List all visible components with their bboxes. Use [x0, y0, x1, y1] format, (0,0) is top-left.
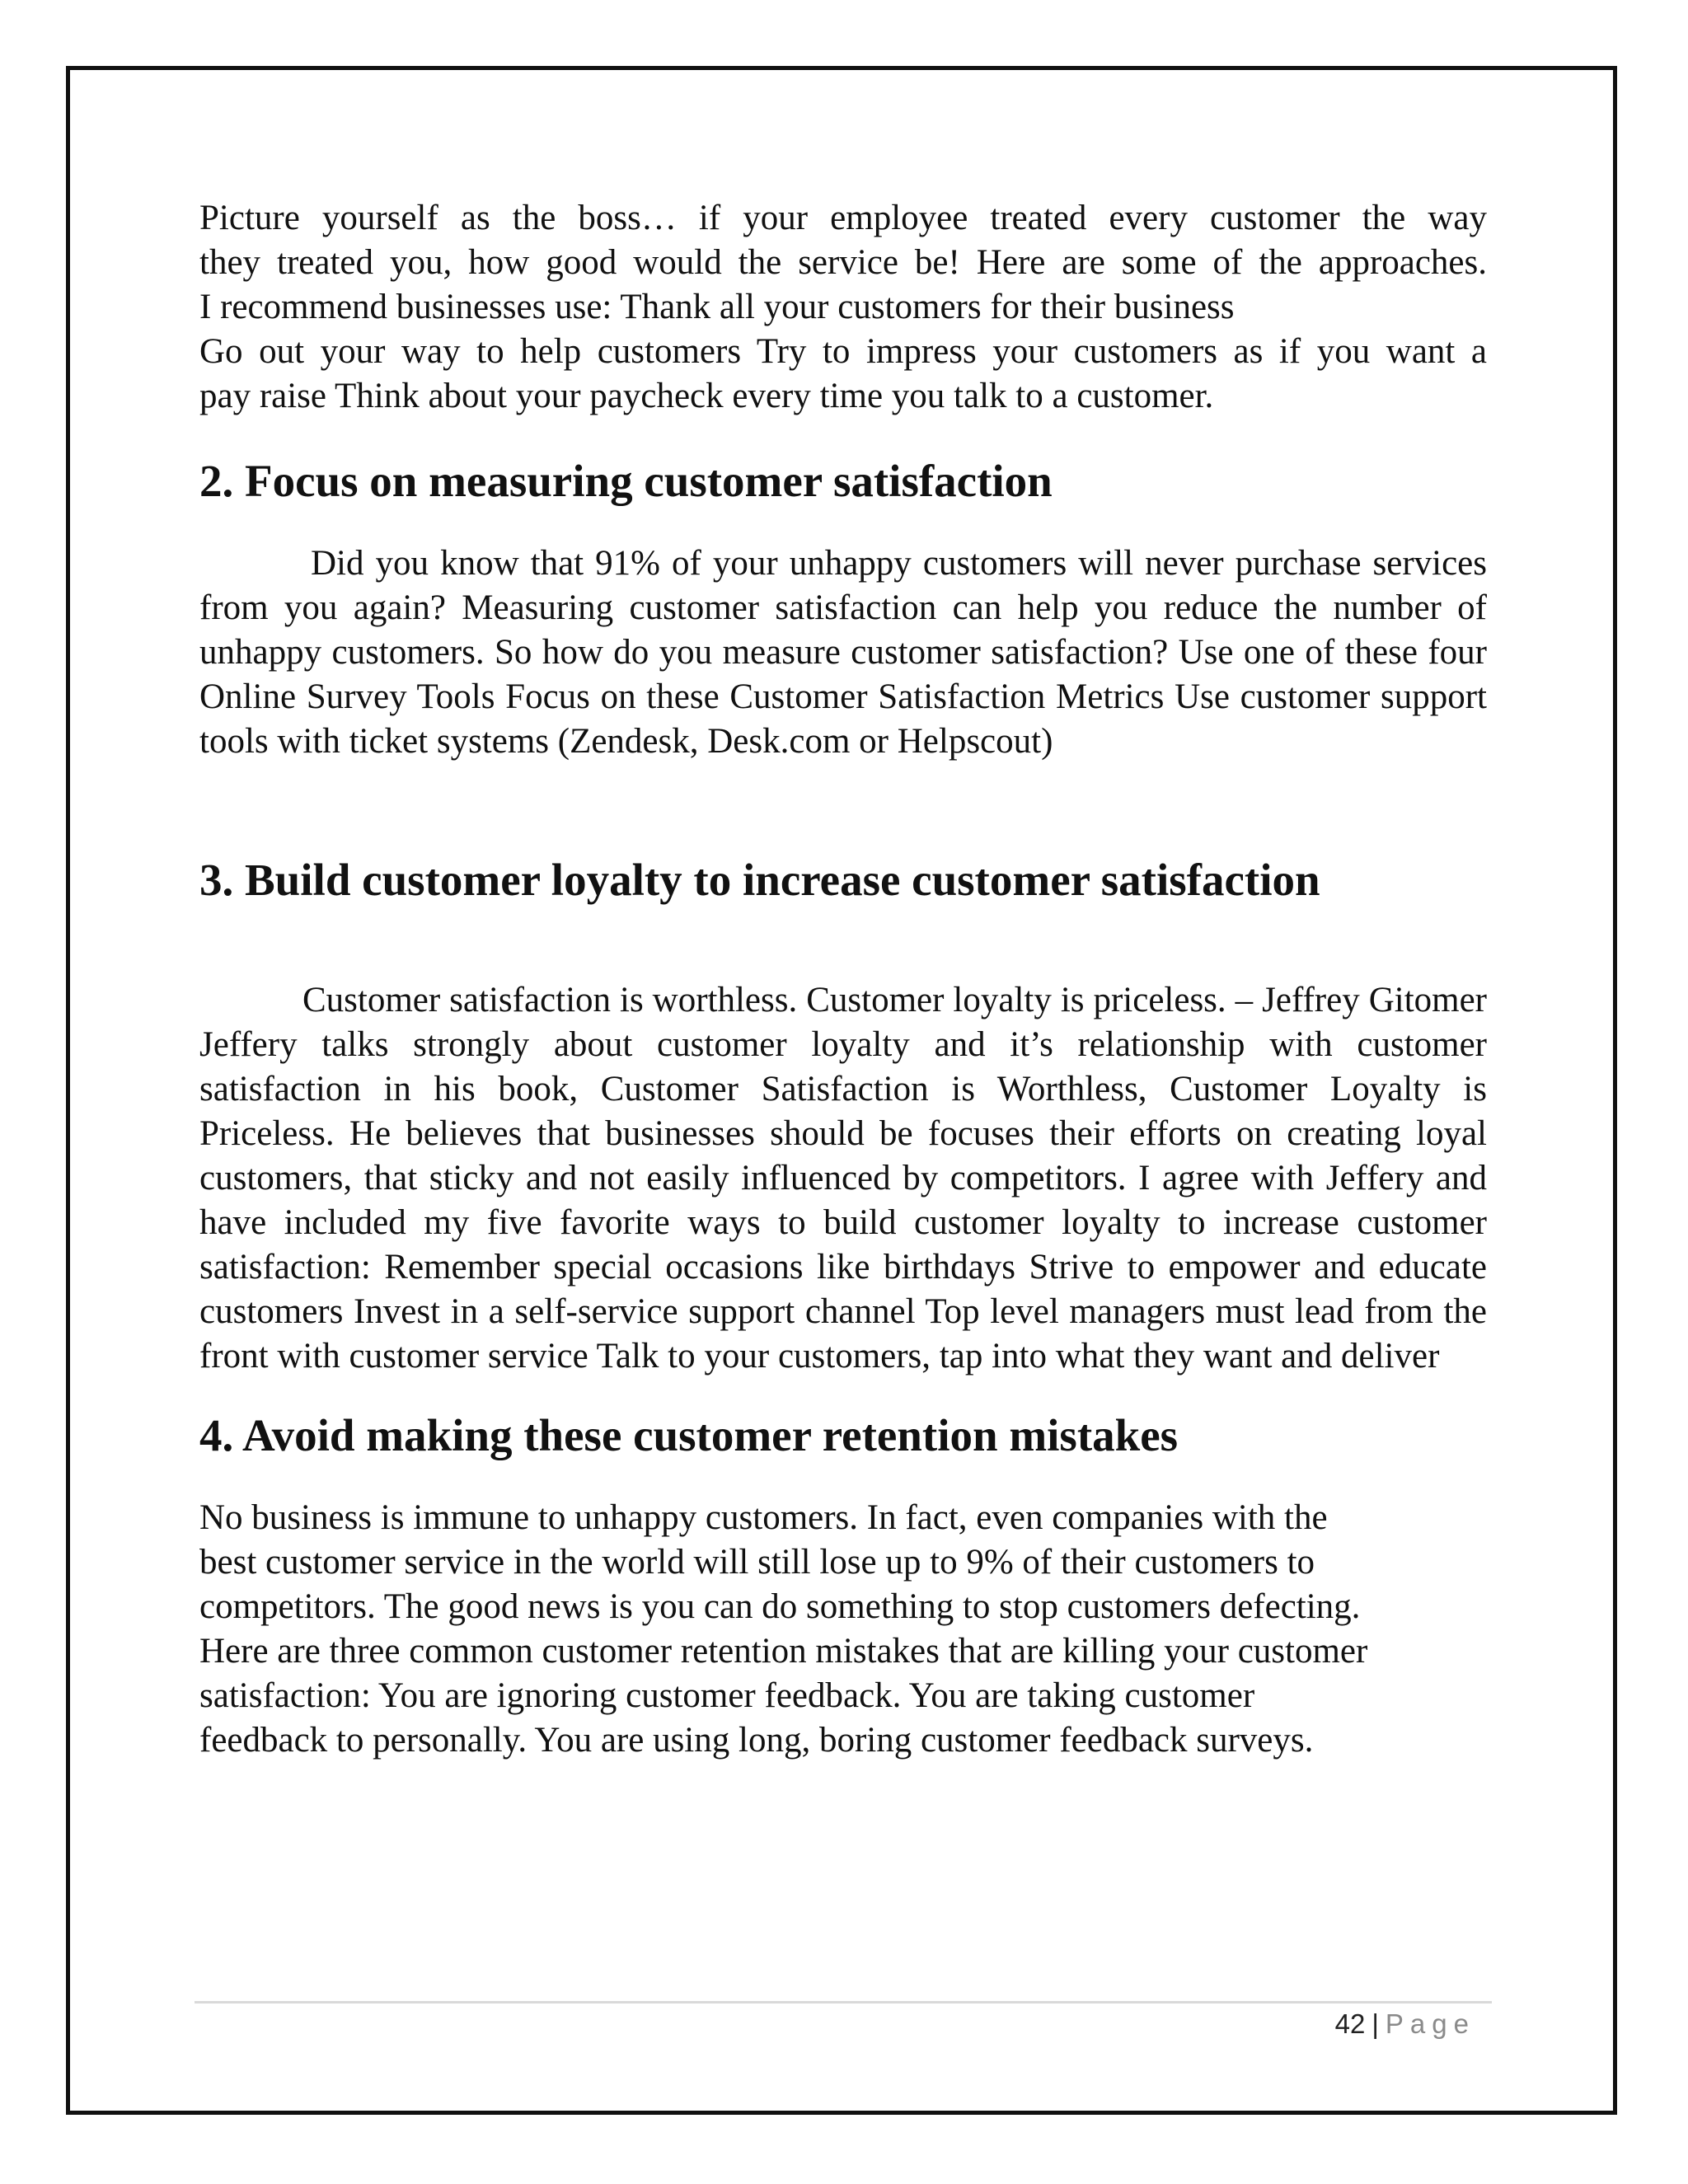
footer-separator: |: [1372, 2008, 1379, 2039]
intro-line: I recommend businesses use: Thank all your customers for their business: [199, 288, 1235, 326]
section-4-line: competitors. The good news is you can do something to stop customers defecting.: [199, 1587, 1361, 1626]
section-3-paragraph: Customer satisfaction is worthless. Customer loyalty is priceless. – Jeffrey Gitomer Jeffery talks strongly about customer loyalty and it’s relationship with customer satisfaction in his book, Customer Satisfaction is Worthless, Customer Loyalty is Priceless. He believes that businesses should be focuses their efforts on creating loyal customers, that sticky and not easily influenced by competitors. I agree with Jeffery and have included my five favorite ways to build customer loyalty to increase customer satisfaction: Remember special occasions like birthdays Strive to empower and educate customers Invest in a self-service support channel Top level managers must lead from the front with customer service Talk to your customers, tap into what they want and deliver: [199, 981, 1487, 1376]
section-4-line: feedback to personally. You are using long, boring customer feedback surveys.: [199, 1721, 1314, 1760]
intro-line: Picture yourself as the boss… if your employee treated every customer the way: [199, 199, 1487, 237]
section-4-paragraph: [199, 1496, 1487, 1763]
section-heading-2: 2. Focus on measuring customer satisfaction: [199, 456, 1053, 506]
footer-divider: [195, 2001, 1492, 2004]
page-label: Page: [1385, 2008, 1475, 2039]
intro-line: Go out your way to help customers Try to impress your customers as if you want a: [199, 332, 1487, 371]
intro-line: pay raise Think about your paycheck every time you talk to a customer.: [199, 377, 1214, 415]
section-4-line: satisfaction: You are ignoring customer feedback. You are taking customer: [199, 1676, 1255, 1715]
page-number: 42: [1334, 2008, 1366, 2039]
section-4-line: Here are three common customer retention mistakes that are killing your customer: [199, 1632, 1368, 1671]
section-2-paragraph: Did you know that 91% of your unhappy customers will never purchase services from you again? Measuring customer satisfaction can help you reduce the number of unhappy customers. So how do you measure customer satisfaction? Use one of these four Online Survey Tools Focus on these Customer Satisfaction Metrics Use customer support tools with ticket systems (Zendesk, Desk.com or Helpscout): [199, 544, 1487, 761]
section-heading-4: 4. Avoid making these customer retention mistakes: [199, 1410, 1179, 1460]
intro-line: they treated you, how good would the service be! Here are some of the approaches.: [199, 243, 1487, 282]
section-4-line: No business is immune to unhappy customers. In fact, even companies with the: [199, 1498, 1328, 1537]
intro-paragraph: [199, 196, 1487, 419]
section-heading-3: 3. Build customer loyalty to increase customer satisfaction: [199, 855, 1320, 905]
section-4-line: best customer service in the world will still lose up to 9% of their customers to: [199, 1543, 1315, 1582]
page-content: [199, 196, 1487, 1763]
page-footer: [1335, 2006, 1475, 2042]
